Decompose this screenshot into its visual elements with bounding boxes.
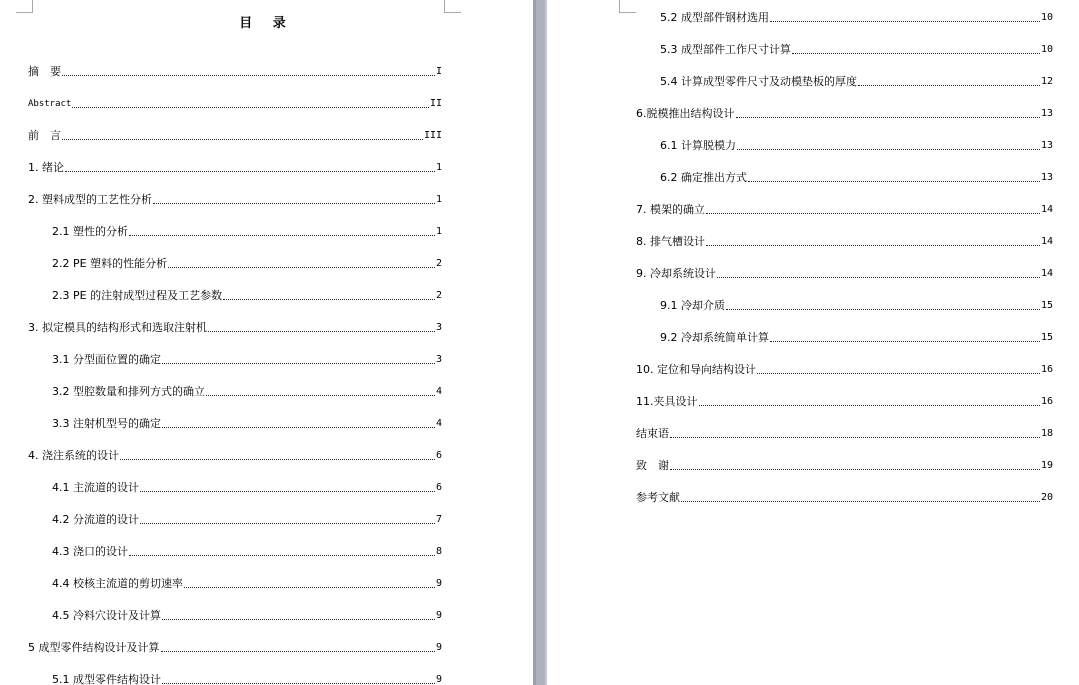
toc-entry[interactable] [0, 528, 533, 560]
toc-entry[interactable] [547, 154, 1079, 186]
toc-page-number: 9 [435, 642, 442, 653]
toc-page-number: 4 [435, 386, 442, 397]
toc-entry[interactable] [0, 432, 533, 464]
toc-entry[interactable] [547, 378, 1079, 410]
toc-list-left [0, 48, 533, 685]
toc-dot-leader [737, 149, 1040, 150]
toc-entry-label: 4.5 冷料穴设计及计算 [52, 609, 161, 622]
toc-page-number: 14 [1040, 204, 1053, 215]
toc-page-number: 9 [435, 674, 442, 685]
toc-dot-leader [162, 683, 435, 684]
toc-entry[interactable] [0, 176, 533, 208]
toc-entry[interactable] [0, 80, 533, 112]
toc-page-number: 15 [1040, 332, 1053, 343]
toc-entry-label: 6.1 计算脱模力 [660, 139, 736, 152]
toc-entry[interactable] [547, 218, 1079, 250]
toc-entry[interactable] [0, 48, 533, 80]
toc-page-number: 2 [435, 258, 442, 269]
toc-dot-leader [770, 21, 1040, 22]
toc-entry-label: 4.2 分流道的设计 [52, 513, 139, 526]
toc-entry[interactable] [0, 464, 533, 496]
toc-entry[interactable] [547, 410, 1079, 442]
toc-dot-leader [162, 619, 435, 620]
toc-page-number: 6 [435, 450, 442, 461]
toc-list-right [547, 0, 1079, 506]
toc-entry-label: 结束语 [636, 427, 669, 440]
toc-entry-label: 2.1 塑性的分析 [52, 225, 128, 238]
toc-dot-leader [208, 331, 435, 332]
toc-dot-leader [706, 213, 1040, 214]
toc-page-number: 20 [1040, 492, 1053, 503]
toc-dot-leader [153, 203, 435, 204]
toc-dot-leader [62, 75, 435, 76]
toc-dot-leader [770, 341, 1040, 342]
toc-page-number: 2 [435, 290, 442, 301]
toc-dot-leader [140, 491, 435, 492]
toc-dot-leader [65, 171, 435, 172]
toc-entry[interactable] [0, 656, 533, 685]
toc-entry[interactable] [547, 282, 1079, 314]
toc-page-number: 9 [435, 610, 442, 621]
toc-page-number: 9 [435, 578, 442, 589]
toc-entry-label: 参考文献 [636, 491, 680, 504]
toc-entry[interactable] [547, 122, 1079, 154]
toc-dot-leader [681, 501, 1040, 502]
toc-dot-leader [120, 459, 435, 460]
toc-entry[interactable] [0, 112, 533, 144]
toc-page-number: 13 [1040, 108, 1053, 119]
toc-entry[interactable] [0, 240, 533, 272]
toc-entry-label: 5.4 计算成型零件尺寸及动模垫板的厚度 [660, 75, 857, 88]
toc-entry[interactable] [547, 0, 1079, 26]
page-corner-mark [16, 0, 33, 13]
toc-page-number: 16 [1040, 364, 1053, 375]
toc-page-number: 1 [435, 162, 442, 173]
toc-dot-leader [706, 245, 1040, 246]
toc-entry[interactable] [547, 186, 1079, 218]
toc-dot-leader [748, 181, 1040, 182]
toc-dot-leader [72, 107, 429, 108]
toc-dot-leader [206, 395, 435, 396]
toc-page-number: 19 [1040, 460, 1053, 471]
toc-entry-label: 9.1 冷却介质 [660, 299, 725, 312]
toc-entry[interactable] [0, 336, 533, 368]
toc-entry-label: 3.2 型腔数量和排列方式的确立 [52, 385, 205, 398]
toc-entry-label: 6.2 确定推出方式 [660, 171, 747, 184]
toc-dot-leader [757, 373, 1040, 374]
toc-entry-label: 10. 定位和导向结构设计 [636, 363, 756, 376]
toc-page-number: 7 [435, 514, 442, 525]
toc-page-number: 4 [435, 418, 442, 429]
toc-page-number: 14 [1040, 268, 1053, 279]
toc-page-number: 3 [435, 354, 442, 365]
toc-entry-label: 4.1 主流道的设计 [52, 481, 139, 494]
toc-dot-leader [858, 85, 1040, 86]
document-page-right [547, 0, 1079, 685]
toc-entry-label: 9.2 冷却系统简单计算 [660, 331, 769, 344]
toc-entry-label: 11.夹具设计 [636, 395, 698, 408]
toc-entry[interactable] [0, 272, 533, 304]
toc-entry[interactable] [0, 400, 533, 432]
toc-dot-leader [140, 523, 435, 524]
toc-page-number: II [429, 98, 442, 109]
toc-entry[interactable] [547, 314, 1079, 346]
toc-dot-leader [792, 53, 1040, 54]
toc-dot-leader [670, 469, 1040, 470]
toc-dot-leader [168, 267, 435, 268]
toc-entry-label: 6.脱模推出结构设计 [636, 107, 735, 120]
toc-page-number: 6 [435, 482, 442, 493]
toc-entry[interactable] [0, 144, 533, 176]
toc-dot-leader [62, 139, 423, 140]
page-corner-mark [444, 0, 461, 13]
toc-entry[interactable] [547, 442, 1079, 474]
toc-dot-leader [161, 651, 435, 652]
toc-entry-label: 致 谢 [636, 459, 669, 472]
toc-entry-label: 8. 排气槽设计 [636, 235, 705, 248]
toc-page-number: 15 [1040, 300, 1053, 311]
toc-entry[interactable] [0, 592, 533, 624]
toc-dot-leader [670, 437, 1040, 438]
toc-page-number: 10 [1040, 12, 1053, 23]
toc-entry[interactable] [0, 560, 533, 592]
toc-entry[interactable] [0, 368, 533, 400]
toc-entry-label: 9. 冷却系统设计 [636, 267, 716, 280]
toc-entry-label: 摘 要 [28, 65, 61, 78]
page-gutter [533, 0, 547, 685]
toc-entry-label: Abstract [28, 99, 72, 109]
toc-entry[interactable] [0, 304, 533, 336]
toc-entry-label: 5.3 成型部件工作尺寸计算 [660, 43, 791, 56]
toc-page-number: 12 [1040, 76, 1053, 87]
toc-dot-leader [736, 117, 1040, 118]
toc-page-number: 14 [1040, 236, 1053, 247]
toc-page-number: I [435, 66, 442, 77]
toc-dot-leader [129, 555, 435, 556]
toc-entry[interactable] [547, 474, 1079, 506]
toc-dot-leader [717, 277, 1040, 278]
toc-entry-label: 5.1 成型零件结构设计 [52, 673, 161, 685]
toc-page-number: 1 [435, 226, 442, 237]
toc-entry[interactable] [547, 250, 1079, 282]
toc-entry-label: 7. 模架的确立 [636, 203, 705, 216]
toc-entry[interactable] [0, 624, 533, 656]
toc-dot-leader [162, 427, 435, 428]
toc-entry[interactable] [547, 90, 1079, 122]
toc-page-number: 3 [435, 322, 442, 333]
toc-page-number: 10 [1040, 44, 1053, 55]
toc-page-number: 16 [1040, 396, 1053, 407]
toc-dot-leader [162, 363, 435, 364]
toc-entry-label: 2.3 PE 的注射成型过程及工艺参数 [52, 289, 223, 302]
toc-entry-label: 4.3 浇口的设计 [52, 545, 128, 558]
toc-entry[interactable] [547, 26, 1079, 58]
toc-entry-label: 前 言 [28, 129, 61, 142]
toc-entry[interactable] [0, 496, 533, 528]
toc-entry[interactable] [547, 58, 1079, 90]
toc-entry[interactable] [547, 346, 1079, 378]
toc-entry-label: 1. 绪论 [28, 161, 64, 174]
toc-entry-label: 5 成型零件结构设计及计算 [28, 641, 160, 654]
toc-entry-label: 3.3 注射机型号的确定 [52, 417, 161, 430]
toc-entry-label: 4.4 校核主流道的剪切速率 [52, 577, 183, 590]
toc-page-number: 13 [1040, 140, 1053, 151]
toc-page-number: 13 [1040, 172, 1053, 183]
toc-entry-label: 4. 浇注系统的设计 [28, 449, 119, 462]
toc-dot-leader [699, 405, 1040, 406]
toc-page-number: 18 [1040, 428, 1053, 439]
toc-dot-leader [129, 235, 435, 236]
toc-page-number: III [423, 130, 442, 141]
toc-title: 目 录 [239, 16, 294, 31]
toc-page-number: 1 [435, 194, 442, 205]
document-page-left [0, 0, 533, 685]
toc-entry[interactable] [0, 208, 533, 240]
toc-dot-leader [726, 309, 1040, 310]
toc-entry-label: 3. 拟定模具的结构形式和选取注射机 [28, 321, 207, 334]
toc-entry-label: 2.2 PE 塑料的性能分析 [52, 257, 168, 270]
toc-dot-leader [223, 299, 435, 300]
toc-entry-label: 5.2 成型部件钢材选用 [660, 11, 769, 24]
toc-entry-label: 3.1 分型面位置的确定 [52, 353, 161, 366]
toc-entry-label: 2. 塑料成型的工艺性分析 [28, 193, 152, 206]
toc-page-number: 8 [435, 546, 442, 557]
toc-dot-leader [184, 587, 435, 588]
